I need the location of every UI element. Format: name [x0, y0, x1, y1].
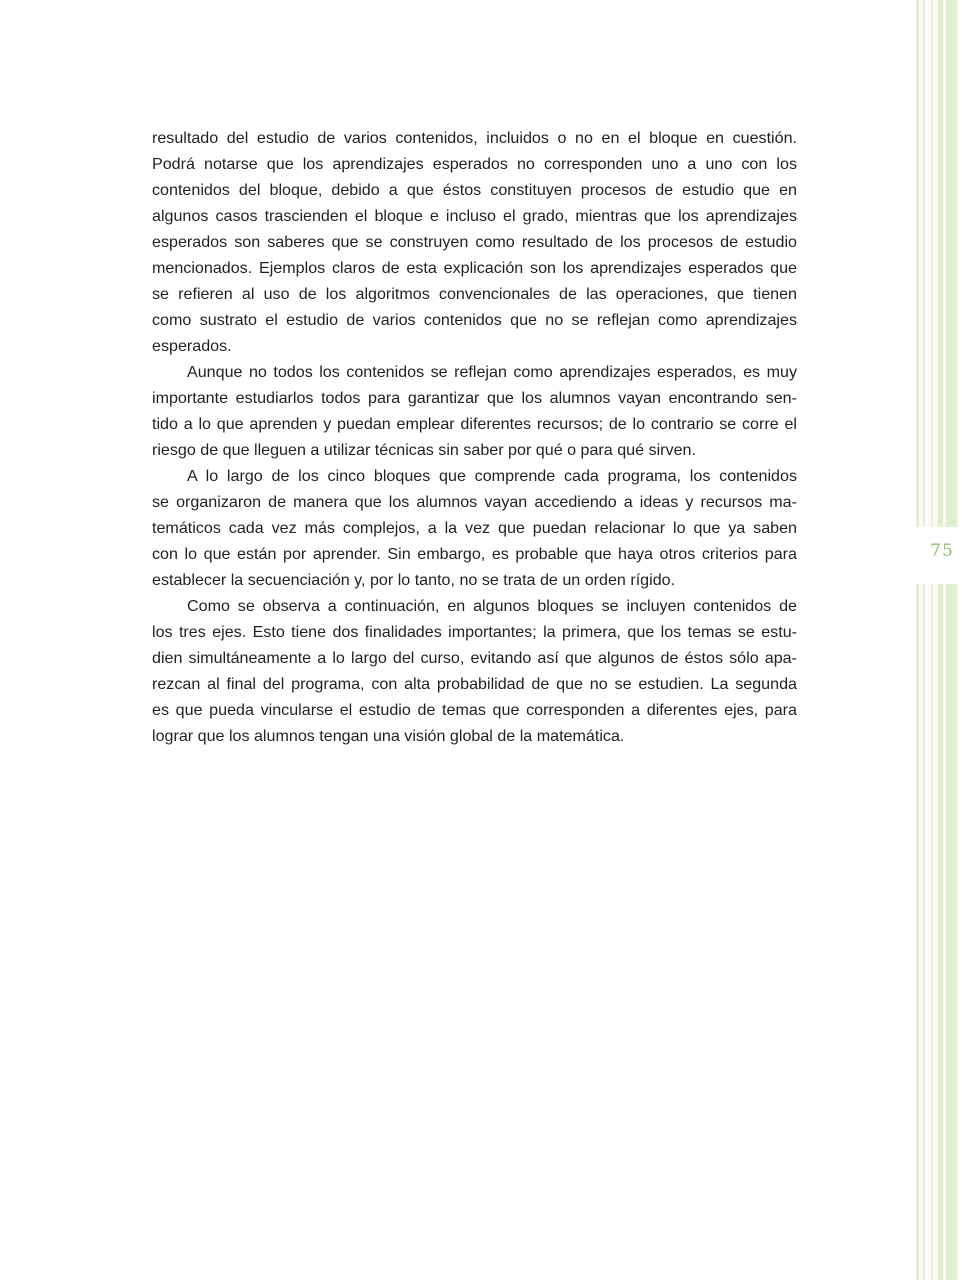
text-line: los tres ejes. Esto tiene dos finalidades importantes; la primera, que los temas se estu-: [152, 623, 797, 641]
text-line: contenidos del bloque, debido a que éstos constituyen procesos de estudio que en: [152, 181, 797, 199]
paragraph-2: [152, 359, 797, 463]
page-number: 75: [930, 541, 954, 561]
margin-stripes-bottom: [912, 584, 972, 1280]
text-line: Como se observa a continuación, en algunos bloques se incluyen contenidos de: [187, 597, 797, 615]
paragraph-3: [152, 463, 797, 593]
text-line: Podrá notarse que los aprendizajes esperados no corresponden uno a uno con los: [152, 155, 797, 173]
text-line: es que pueda vincularse el estudio de temas que corresponden a diferentes ejes, para: [152, 701, 797, 719]
text-line: A lo largo de los cinco bloques que comprende cada programa, los contenidos: [187, 467, 797, 485]
margin-stripes-top: [912, 0, 972, 527]
text-line: esperados.: [152, 337, 232, 355]
text-line: riesgo de que lleguen a utilizar técnicas sin saber por qué o para qué sirven.: [152, 441, 696, 459]
text-line: dien simultáneamente a lo largo del curso, evitando así que algunos de éstos sólo apa-: [152, 649, 797, 667]
text-line: mencionados. Ejemplos claros de esta explicación son los aprendizajes esperados que: [152, 259, 797, 277]
text-line: rezcan al final del programa, con alta probabilidad de que no se estudien. La segunda: [152, 675, 797, 693]
body-text: [152, 125, 797, 749]
text-line: se organizaron de manera que los alumnos vayan accediendo a ideas y recursos ma-: [152, 493, 797, 511]
paragraph-1: [152, 125, 797, 359]
text-line: importante estudiarlos todos para garantizar que los alumnos vayan encontrando sen-: [152, 389, 797, 407]
text-line: algunos casos trascienden el bloque e incluso el grado, mientras que los aprendizajes: [152, 207, 797, 225]
text-line: establecer la secuenciación y, por lo tanto, no se trata de un orden rígido.: [152, 571, 676, 589]
text-line: lograr que los alumnos tengan una visión global de la matemática.: [152, 727, 625, 745]
paragraph-4: [152, 593, 797, 749]
text-line: resultado del estudio de varios contenidos, incluidos o no en el bloque en cuestión.: [152, 129, 797, 147]
text-line: con lo que están por aprender. Sin embargo, es probable que haya otros criterios para: [152, 545, 797, 563]
text-line: temáticos cada vez más complejos, a la vez que puedan relacionar lo que ya saben: [152, 519, 797, 537]
text-line: como sustrato el estudio de varios contenidos que no se reflejan como aprendizajes: [152, 311, 797, 329]
text-line: Aunque no todos los contenidos se reflejan como aprendizajes esperados, es muy: [187, 363, 797, 381]
text-line: se refieren al uso de los algoritmos convencionales de las operaciones, que tienen: [152, 285, 797, 303]
text-line: tido a lo que aprenden y puedan emplear diferentes recursos; de lo contrario se corre el: [152, 415, 797, 433]
text-line: esperados son saberes que se construyen como resultado de los procesos de estudio: [152, 233, 797, 251]
